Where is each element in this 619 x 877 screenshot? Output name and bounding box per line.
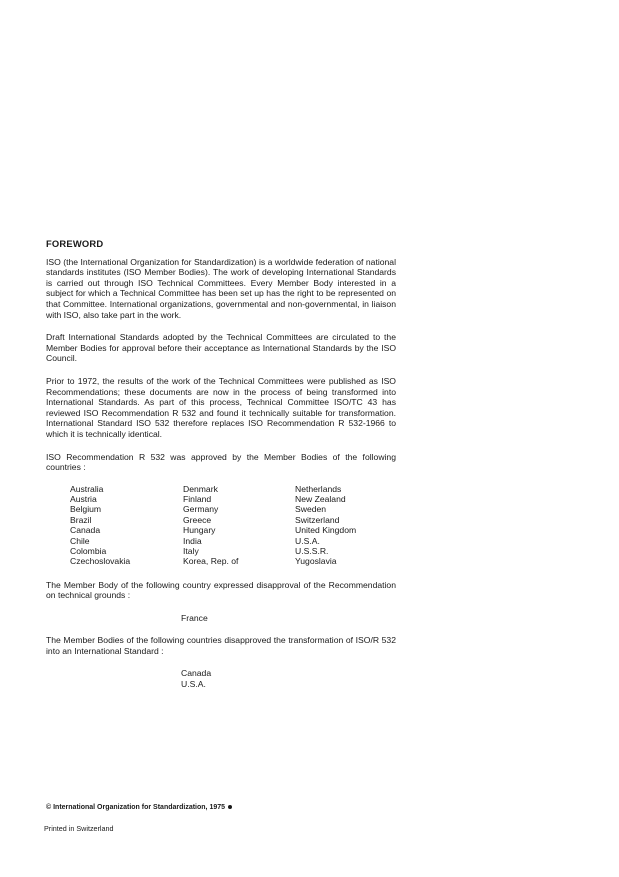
country-item: Canada	[181, 668, 212, 679]
country-item: Chile	[70, 535, 90, 546]
country-item: Hungary	[183, 525, 216, 536]
country-item: United Kingdom	[295, 525, 357, 536]
bullet-dot-icon	[228, 805, 232, 809]
copyright-notice	[46, 804, 232, 811]
country-item: U.S.A.	[181, 678, 206, 689]
paragraph-technical-disapproval: The Member Body of the following country expressed disapproval of the Recommendation on technical grounds :	[46, 579, 396, 601]
country-item: India	[183, 535, 202, 546]
countries-column-3	[295, 484, 356, 567]
country-item: Netherlands	[295, 483, 342, 494]
approving-countries-table	[70, 484, 396, 568]
country-item: Belgium	[70, 504, 102, 515]
country-item: Austria	[70, 494, 97, 505]
country-item: Australia	[70, 483, 104, 494]
country-item: Denmark	[183, 483, 218, 494]
country-item: U.S.S.R.	[295, 546, 329, 557]
paragraph-iso-description: ISO (the International Organization for Standardization) is a worldwide federation of national standards institutes (ISO Member Bodies). The work of developing International Standards is carried out through ISO Technical Committees. Every Member Body interested in a subject for which a Technical Committee has been set up has the right to be represented on that Committee. International organizations, governmental and non-governmental, in liaison with ISO, also take part in the work.	[46, 256, 396, 320]
country-item: France	[181, 612, 208, 623]
country-item: New Zealand	[295, 494, 346, 505]
country-item: Switzerland	[295, 514, 340, 525]
paragraph-approval: ISO Recommendation R 532 was approved by the Member Bodies of the following countries :	[46, 451, 396, 473]
transformation-disapproval-list	[181, 668, 396, 689]
printed-in-notice: Printed in Switzerland	[44, 824, 114, 833]
technical-disapproval-list	[181, 613, 396, 623]
countries-column-1	[70, 484, 130, 567]
country-item: Czechoslovakia	[70, 556, 131, 567]
country-item: U.S.A.	[295, 535, 320, 546]
country-item: Canada	[70, 525, 101, 536]
country-item: Italy	[183, 546, 199, 557]
paragraph-transformation-disapproval: The Member Bodies of the following countries disapproved the transformation of ISO/R 532 into an International Standard :	[46, 635, 396, 656]
foreword-section	[46, 239, 396, 701]
countries-column-2	[183, 484, 238, 567]
country-item: Greece	[183, 514, 212, 525]
country-item: Germany	[183, 504, 219, 515]
country-item: Brazil	[70, 514, 92, 525]
copyright-text: © International Organization for Standardization, 1975	[46, 804, 226, 811]
country-item: Sweden	[295, 504, 327, 515]
foreword-heading: FOREWORD	[46, 238, 104, 249]
country-item: Yugoslavia	[295, 556, 337, 567]
country-item: Colombia	[70, 546, 107, 557]
country-item: Korea, Rep. of	[183, 556, 239, 567]
country-item: Finland	[183, 494, 212, 505]
paragraph-draft-standards: Draft International Standards adopted by the Technical Committees are circulated to the Member Bodies for approval before their acceptance as International Standards by the ISO Council.	[46, 332, 396, 364]
paragraph-history: Prior to 1972, the results of the work of the Technical Committees were published as ISO Recommendations; these documents are now in the process of being transformed into International Standards. As part of this process, Technical Committee ISO/TC 43 has reviewed ISO Recommendation R 532 and found it technically suitable for transformation. International Standard ISO 532 therefore replaces ISO Recommendation R 532-1966 to which it is technically identical.	[46, 375, 396, 439]
